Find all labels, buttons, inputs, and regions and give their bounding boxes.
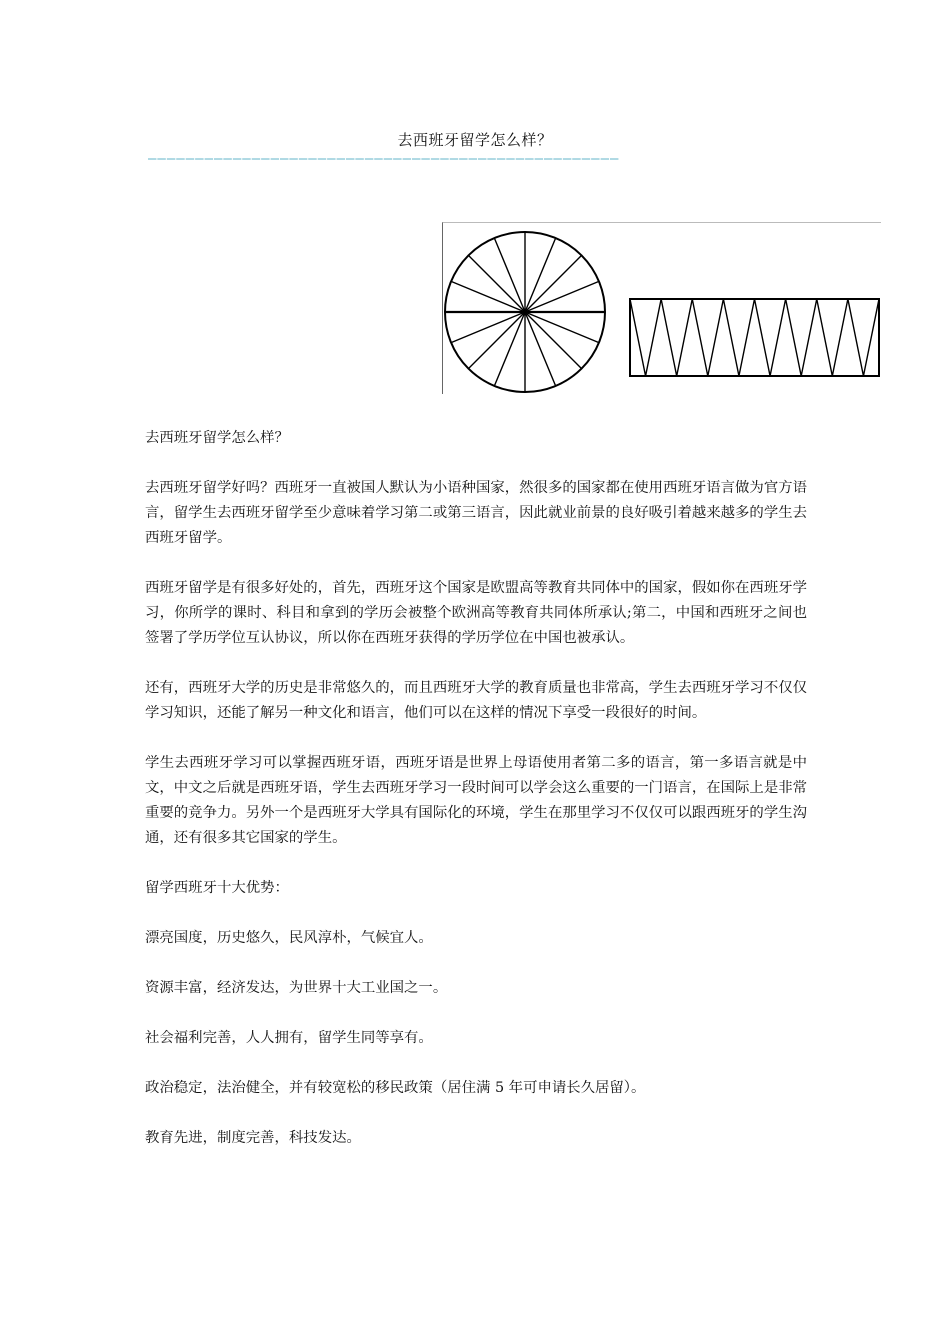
wheel-spoke [525,312,582,369]
paragraph-intro: 去西班牙留学好吗？西班牙一直被国人默认为小语种国家，然很多的国家都在使用西班牙语言做为官方语言，留学生去西班牙留学至少意味着学习第二或第三语言，因此就业前景的良好吸引着越来越多的学生去西班牙留学。 [145,480,807,546]
paragraph-history: 还有，西班牙大学的历史是非常悠久的，而且西班牙大学的教育质量也非常高，学生去西班牙学习不仅仅学习知识，还能了解另一种文化和语言，他们可以在这样的情况下享受一段很好的时间。 [145,680,807,721]
strip-zigzag [630,299,879,376]
article-body [145,426,807,1176]
paragraph-advantages-heading: 留学西班牙十大优势： [145,880,289,896]
circle-divided-into-sectors-icon [445,232,605,392]
page-title: 去西班牙留学怎么样？ [397,131,553,149]
list-item: 教育先进，制度完善，科技发达。 [145,1130,361,1146]
list-item: 漂亮国度，历史悠久，民风淳朴，气候宜人。 [145,930,433,946]
paragraph-subtitle: 去西班牙留学怎么样？ [145,430,289,446]
zigzag-triangle-strip-icon [630,299,879,376]
list-item: 政治稳定，法治健全，并有较宽松的移民政策（居住满 5 年可申请长久居留）。 [145,1080,646,1096]
list-item: 社会福利完善，人人拥有，留学生同等享有。 [145,1030,433,1046]
paragraph-benefits: 西班牙留学是有很多好处的，首先，西班牙这个国家是欧盟高等教育共同体中的国家，假如你在西班牙学习，你所学的课时、科目和拿到的学历会被整个欧洲高等教育共同体所承认;第二，中国和西班牙之间也签署了学历学位互认协议，所以你在西班牙获得的学历学位在中国也被承认。 [145,580,807,646]
figure-area [441,222,881,394]
title-divider: —————————————————————————————————————————————————— [148,152,620,166]
wheel-spoke [468,312,525,369]
wheel-spoke [525,255,582,312]
geometry-figure [441,222,881,394]
paragraph-language: 学生去西班牙学习可以掌握西班牙语，西班牙语是世界上母语使用者第二多的语言，第一多语言就是中文，中文之后就是西班牙语，学生去西班牙学习一段时间可以学会这么重要的一门语言，在国际上是非常重要的竞争力。另外一个是西班牙大学具有国际化的环境，学生在那里学习不仅仅可以跟西班牙的学生沟通，还有很多其它国家的学生。 [145,755,807,846]
wheel-spoke [468,255,525,312]
strip-outline [630,299,879,376]
list-item: 资源丰富，经济发达，为世界十大工业国之一。 [145,980,448,996]
